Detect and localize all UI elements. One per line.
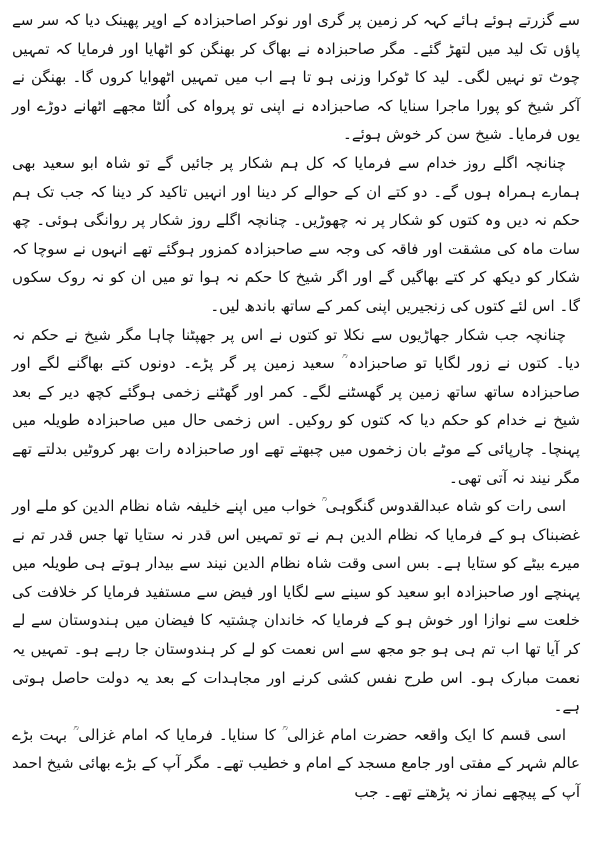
paragraph-3: چنانچہ جب شکار جھاڑیوں سے نکلا تو کتوں نے اس پر جھپٹنا چاہا مگر شیخ نے حکم نہ دیا۔ کتوں نے زور لگایا تو صاحبزادہ ؒ سعید زمین پر گر پڑے۔ دونوں کتے بھاگنے لگے اور صاحبزادہ ساتھ ساتھ زمین پر گھسٹنے لگے۔ کمر اور گھٹنے زخمی ہوگئے کچھ دیر کے بعد شیخ نے خدام کو حکم دیا کہ کتوں کو روکیں۔ اس زخمی حال میں صاحبزادہ طویلہ میں پہنچا۔ چارپائی کے موٹے بان زخموں میں چبھتے تھے اور صاحبزادہ رات بھر کروٹیں بدلتے تھے مگر نیند نہ آتی تھی۔: [12, 325, 580, 487]
paragraph-5: اسی قسم کا ایک واقعہ حضرت امام غزالی ؒ کا سنایا۔ فرمایا کہ امام غزالی ؒ بہت بڑے عالم شہر کے مفتی اور جامع مسجد کے امام و خطیب تھے۔ مگر آپ کے بڑے بھائی شیخ احمد آپ کے پیچھے نماز نہ پڑھتے تھے۔ جب: [12, 725, 580, 802]
paragraph-1: سے گزرتے ہوئے ہائے کہہ کر زمین پر گری اور نوکر اصاحبزادہ کے اوپر پھینک دیا کہ سر سے پاؤں تک لید میں لتھڑ گئے۔ مگر صاحبزادہ نے بھاگ کر بھنگن کو اٹھایا اور فرمایا کہ تمہیں چوٹ تو نہیں لگی۔ لید کا ٹوکرا وزنی ہو تا ہے اب میں تمہیں اٹھوایا کروں گا۔ بھنگن نے آکر شیخ کو پورا ماجرا سنایا کہ صاحبزادہ نے اپنی تو پرواہ کی اُلٹا مجھے اٹھانے دوڑے اور یوں فرمایا۔ شیخ سن کر خوش ہوئے۔: [12, 11, 580, 144]
paragraph-4: اسی رات کو شاہ عبدالقدوس گنگوہی ؒ خواب میں اپنے خلیفہ شاہ نظام الدین کو ملے اور غضبناک ہو کے فرمایا کہ نظام الدین ہم نے تو تمہیں اس قدر نہ ستایا تھا جس قدر تم نے میرے بیٹے کو ستایا ہے۔ بس اسی وقت شاہ نظام الدین نیند سے بیدار ہوتے ہی طویلہ میں پہنچے اور صاحبزادہ ابو سعید کو سینے سے لگایا اور فیض سے مستفید فرمایا کر خلافت کی خلعت سے نوازا اور خوش ہو کے فرمایا کہ خاندان چشتیہ کا فیضان میں ہندوستان سے لے کر آیا تھا اب تم ہی ہو جو مجھ سے اس نعمت کو لے کر ہندوستان جا رہے ہو۔ تمہیں یہ نعمت مبارک ہو۔ اس طرح نفس کشی کرنے اور مجاہدات کے بعد یہ دولت حاصل ہوتی ہے۔: [12, 497, 580, 716]
paragraph-2: چنانچہ اگلے روز خدام سے فرمایا کہ کل ہم شکار پر جائیں گے تو شاہ ابو سعید بھی ہمارے ہمراہ ہوں گے۔ دو کتے ان کے حوالے کر دینا اور انہیں تاکید کر دینا کہ جب تک ہم حکم نہ دیں وہ کتوں کو شکار پر نہ چھوڑیں۔ چنانچہ اگلے روز شکار پر روانگی ہوئی۔ چھ سات ماہ کی مشقت اور فاقہ کی وجہ سے صاحبزادہ کمزور ہوگئے تھے انہوں نے سوچا کہ شکار کو دیکھ کر کتے بھاگیں گے اور اگر شیخ کا حکم نہ ہوا تو میں ان کو نہ روک سکوں گا۔ اس لئے کتوں کی زنجیریں اپنی کمر کے ساتھ باندھ لیں۔: [12, 153, 580, 315]
